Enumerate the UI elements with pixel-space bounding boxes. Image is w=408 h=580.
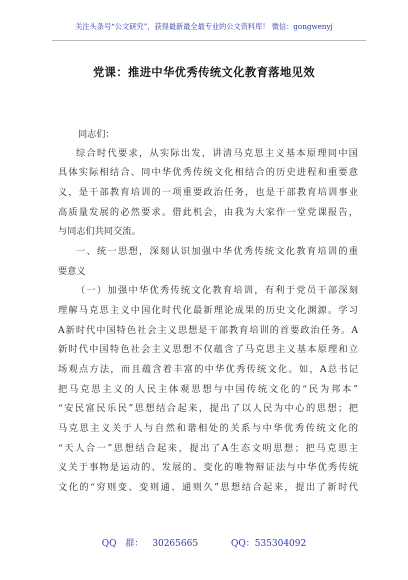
body-line: 高质量发展的必然要求。借此机会，由我为大家作一堂党课报告，: [58, 207, 358, 218]
body-line: 综合时代要求，从实际出发，讲清马克思主义基本原理同中国: [76, 148, 358, 159]
body-line: “天人合一”思想结合起来，提出了A生态文明思想；把马克思主: [58, 443, 358, 454]
body-line: 把马克思主义的人民主体观思想与中国传统文化的“民为邦本”: [58, 384, 358, 395]
body-line: 具体实际相结合、同中华优秀传统文化相结合的历史进程和重要意: [58, 167, 358, 178]
footer-contact: [0, 536, 408, 549]
body-line: 与同志们共同交流。: [58, 226, 141, 237]
salutation: 同志们：: [78, 129, 115, 140]
body-line: 理解马克思主义中国化时代化最新理论成果的历史文化渊源。学习: [58, 305, 358, 316]
qq-number: QQ：535304092: [230, 539, 307, 549]
header-banner: 关注头条号“公文研究”，获得最新最全最专业的公文资料库！ 微信：gongwenyj: [75, 22, 333, 31]
qq-group: QQ 群： 30265665: [101, 539, 199, 549]
section-heading: 一、统一思想，深刻认识加强中华优秀传统文化教育培训的重: [76, 246, 358, 257]
body-line: （一）加强中华优秀传统文化教育培训，有利于党员干部深刻: [76, 285, 358, 296]
section-heading: 要意义: [58, 266, 86, 277]
body-line: 文化的“穷则变、变则通、通则久”思想结合起来，提出了新时代: [58, 482, 358, 493]
body-line: 义，是干部教育培训的一项重要政治任务，也是干部教育培训事业: [58, 187, 358, 198]
body-line: 义关于事物是运动的、发展的、变化的唯物辩证法与中华优秀传统: [58, 462, 358, 473]
body-line: “安民富民乐民”思想结合起来，提出了以人民为中心的思想；把: [58, 403, 358, 414]
body-line: 新时代中国特色社会主义思想不仅蕴含了马克思主义基本原理和立: [58, 344, 358, 355]
body-line: 场观点方法，而且蕴含着丰富的中华优秀传统文化。如，A总书记: [58, 364, 358, 375]
document-title: 党课：推进中华优秀传统文化教育落地见效: [92, 65, 316, 79]
body-line: A新时代中国特色社会主义思想是干部教育培训的首要政治任务。A: [58, 325, 358, 336]
body-line: 马克思主义关于人与自然和谐相处的关系与中华优秀传统文化的: [58, 423, 358, 434]
header-divider: [52, 40, 366, 41]
